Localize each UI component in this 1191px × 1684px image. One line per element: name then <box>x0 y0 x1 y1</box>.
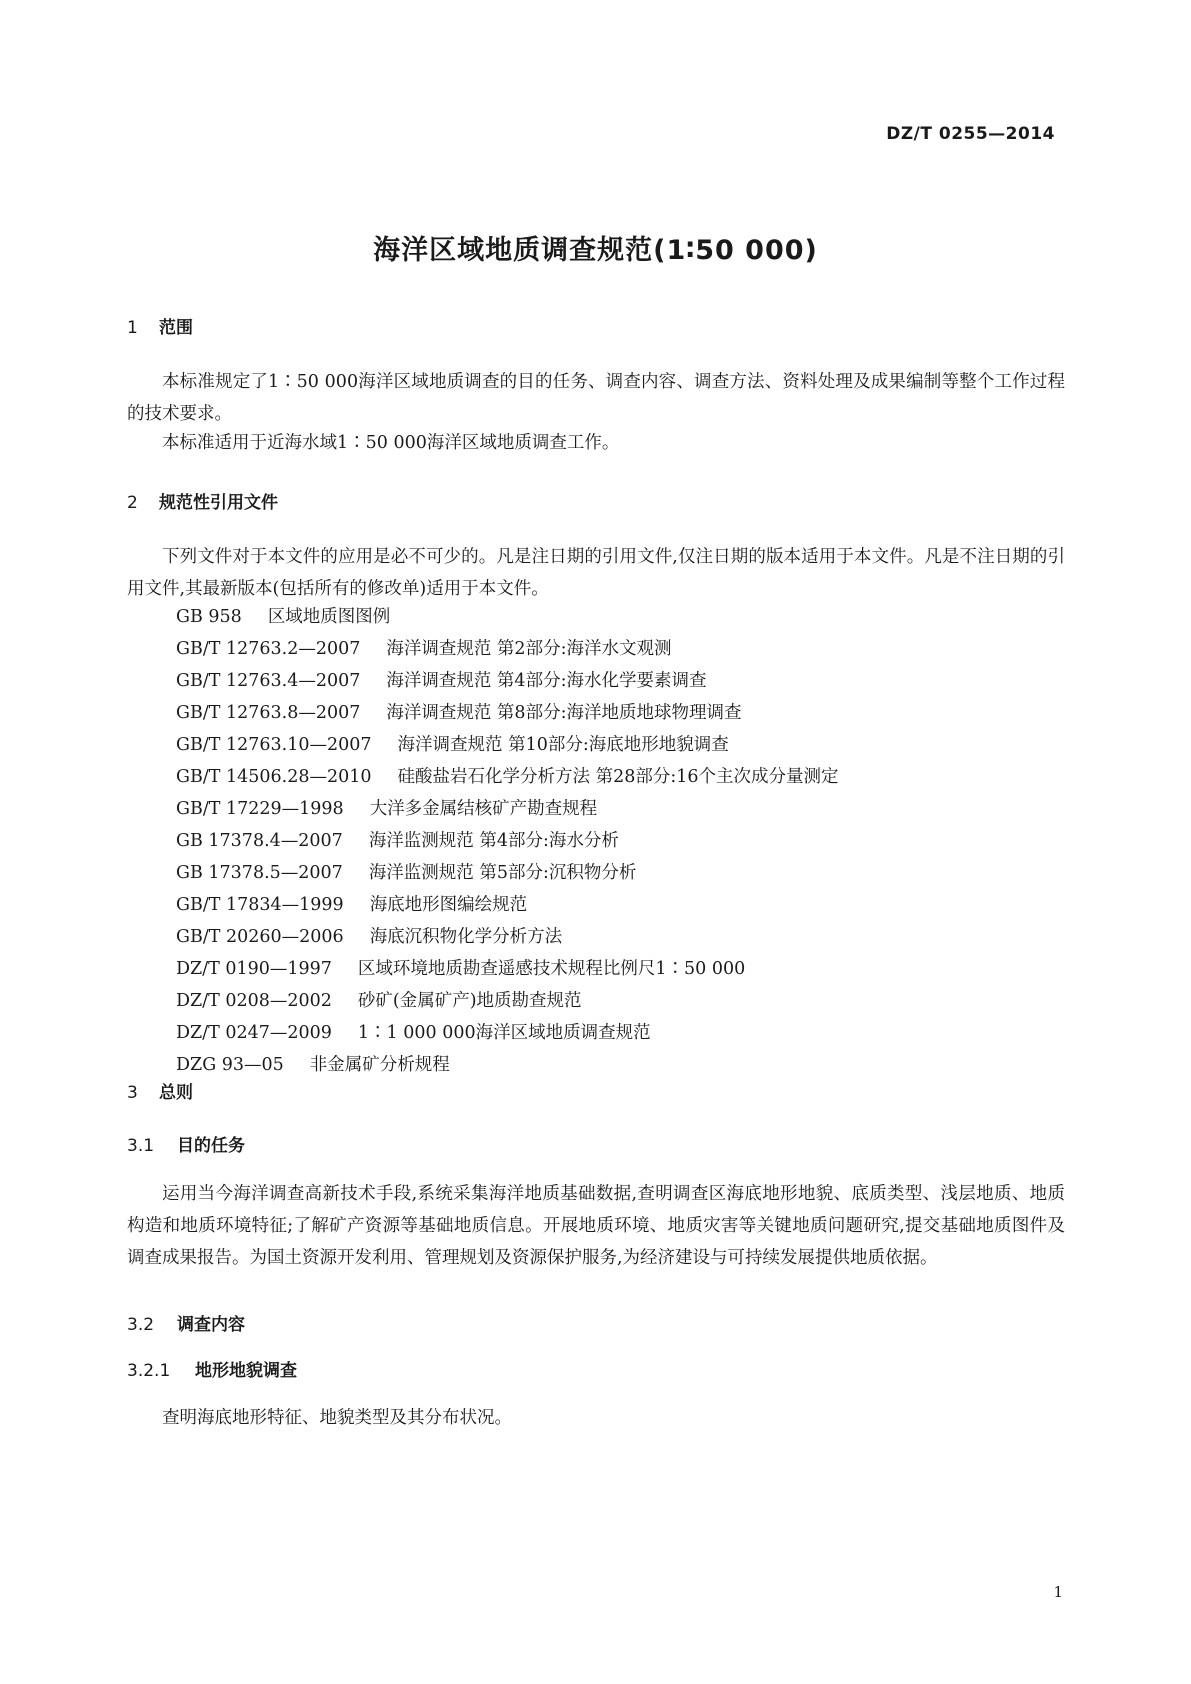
reference-code: DZ/T 0247—2009 <box>176 1023 332 1043</box>
section-2-intro: 下列文件对于本文件的应用是必不可少的。凡是注日期的引用文件,仅注日期的版本适用于本文件。凡是不注日期的引用文件,其最新版本(包括所有的修改单)适用于本文件。 <box>127 547 1065 599</box>
section-3-2-1-paragraph: 查明海底地形特征、地貌类型及其分布状况。 <box>162 1408 512 1428</box>
reference-item <box>176 1049 839 1081</box>
reference-list <box>176 601 839 1081</box>
reference-title: 海底沉积物化学分析方法 <box>369 927 563 947</box>
reference-item <box>176 825 839 857</box>
reference-item <box>176 793 839 825</box>
reference-title: 区域地质图图例 <box>267 607 391 627</box>
section-3-1-paragraph: 运用当今海洋调查高新技术手段,系统采集海洋地质基础数据,查明调查区海底地形地貌、底质类型、浅层地质、地质构造和地质环境特征;了解矿产资源等基础地质信息。开展地质环境、地质灾害等关键地质问题研究,提交基础地质图件及调查成果报告。为国土资源开发利用、管理规划及资源保护服务,为经济建设与可持续发展提供地质依据。 <box>127 1184 1065 1268</box>
reference-title: 海洋调查规范 第2部分:海洋水文观测 <box>386 639 672 659</box>
section-number: 3.2.1 <box>127 1361 171 1381</box>
reference-title: 硅酸盐岩石化学分析方法 第28部分:16个主次成分量测定 <box>397 767 839 787</box>
reference-item <box>176 953 839 985</box>
reference-title: 海洋调查规范 第4部分:海水化学要素调查 <box>386 671 707 691</box>
standard-code: DZ/T 0255—2014 <box>886 124 1055 144</box>
section-3-2-heading <box>127 1310 245 1335</box>
document-title: 海洋区域地质调查规范(1∶50 000) <box>373 235 818 266</box>
reference-code: GB/T 14506.28—2010 <box>176 767 372 787</box>
section-3-heading <box>127 1078 193 1103</box>
reference-code: GB/T 12763.2—2007 <box>176 639 361 659</box>
section-number: 3 <box>127 1083 138 1103</box>
section-title: 调查内容 <box>177 1315 245 1335</box>
reference-item <box>176 697 839 729</box>
section-1-paragraph-1: 本标准规定了1∶50 000海洋区域地质调查的目的任务、调查内容、调查方法、资料处理及成果编制等整个工作过程的技术要求。 <box>127 372 1065 424</box>
section-title: 总则 <box>159 1083 193 1103</box>
reference-title: 区域环境地质勘查遥感技术规程比例尺1∶50 000 <box>357 959 746 979</box>
reference-code: GB/T 12763.10—2007 <box>176 735 372 755</box>
page-number: 1 <box>1053 1583 1063 1601</box>
section-title: 规范性引用文件 <box>159 493 278 513</box>
section-number: 2 <box>127 493 138 513</box>
reference-title: 1∶1 000 000海洋区域地质调查规范 <box>357 1023 651 1043</box>
reference-code: GB/T 17834—1999 <box>176 895 344 915</box>
reference-title: 海洋调查规范 第10部分:海底地形地貌调查 <box>397 735 729 755</box>
reference-code: GB/T 17229—1998 <box>176 799 344 819</box>
reference-item <box>176 729 839 761</box>
reference-item <box>176 761 839 793</box>
reference-code: GB 17378.5—2007 <box>176 863 343 883</box>
reference-item <box>176 921 839 953</box>
section-title: 目的任务 <box>177 1136 245 1156</box>
section-title: 范围 <box>159 318 193 338</box>
reference-item <box>176 985 839 1017</box>
reference-code: GB 958 <box>176 607 242 627</box>
section-2-heading <box>127 488 278 513</box>
reference-code: DZ/T 0190—1997 <box>176 959 332 979</box>
reference-item <box>176 601 839 633</box>
reference-code: GB 17378.4—2007 <box>176 831 343 851</box>
reference-title: 海底地形图编绘规范 <box>369 895 528 915</box>
reference-code: GB/T 20260—2006 <box>176 927 344 947</box>
reference-code: GB/T 12763.8—2007 <box>176 703 361 723</box>
section-1-heading <box>127 313 193 338</box>
reference-title: 非金属矿分析规程 <box>309 1055 450 1075</box>
reference-item <box>176 633 839 665</box>
reference-item <box>176 889 839 921</box>
section-title: 地形地貌调查 <box>195 1361 297 1381</box>
reference-code: DZG 93—05 <box>176 1055 284 1075</box>
reference-title: 海洋监测规范 第5部分:沉积物分析 <box>368 863 637 883</box>
reference-title: 海洋调查规范 第8部分:海洋地质地球物理调查 <box>386 703 742 723</box>
section-3-1-heading <box>127 1131 245 1156</box>
section-number: 1 <box>127 318 138 338</box>
reference-title: 大洋多金属结核矿产勘查规程 <box>369 799 598 819</box>
reference-code: GB/T 12763.4—2007 <box>176 671 361 691</box>
reference-item <box>176 665 839 697</box>
reference-code: DZ/T 0208—2002 <box>176 991 332 1011</box>
reference-title: 海洋监测规范 第4部分:海水分析 <box>368 831 619 851</box>
section-number: 3.1 <box>127 1136 155 1156</box>
reference-item <box>176 857 839 889</box>
section-1-paragraph-2: 本标准适用于近海水域1∶50 000海洋区域地质调查工作。 <box>162 433 620 453</box>
reference-title: 砂矿(金属矿产)地质勘查规范 <box>357 991 582 1011</box>
reference-item <box>176 1017 839 1049</box>
section-3-2-1-heading <box>127 1356 297 1381</box>
section-number: 3.2 <box>127 1315 155 1335</box>
